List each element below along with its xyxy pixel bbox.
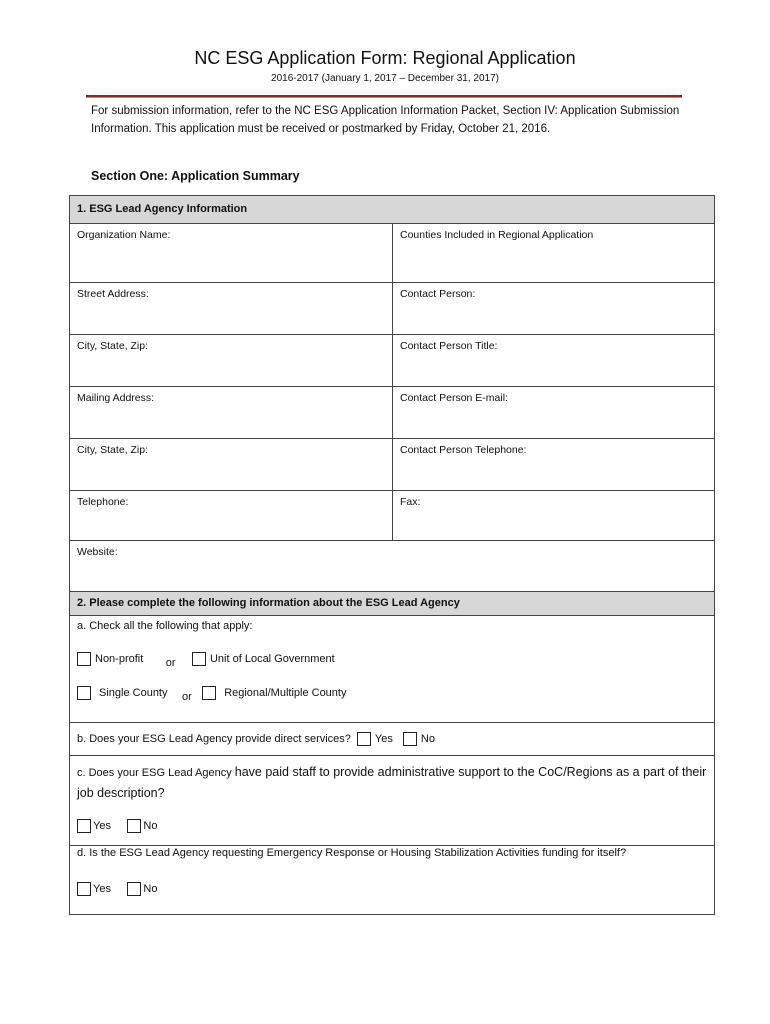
question-c-prefix: c. Does your ESG Lead Agency xyxy=(77,767,235,779)
submission-info: For submission information, refer to the NC ESG Application Information Packet, Section IV: Application Submission Information. This application must be received or postmarked by Friday, October 21, 2016. xyxy=(91,105,680,135)
b-yes-option[interactable] xyxy=(357,732,393,746)
question-d-label: d. Is the ESG Lead Agency requesting Emergency Response or Housing Stabilization Activities funding for itself? xyxy=(77,847,627,859)
table-row xyxy=(70,283,714,335)
table-row xyxy=(70,335,714,387)
checkbox[interactable] xyxy=(127,882,141,896)
fax-field[interactable]: Fax: xyxy=(400,496,421,508)
table-row xyxy=(70,541,714,592)
website-field[interactable]: Website: xyxy=(77,546,118,558)
checkbox[interactable] xyxy=(403,732,417,746)
form-title: NC ESG Application Form: Regional Application xyxy=(194,48,576,68)
no-label: No xyxy=(420,733,435,745)
d-no-option[interactable] xyxy=(127,882,157,896)
c-yes-option[interactable] xyxy=(77,819,111,833)
c-no-option[interactable] xyxy=(127,819,157,833)
single-county-label: Single County xyxy=(99,687,168,699)
non-profit-option[interactable] xyxy=(77,652,143,666)
table-row xyxy=(70,439,714,491)
question-d xyxy=(70,846,714,914)
d-yes-option[interactable] xyxy=(77,882,111,896)
table-row xyxy=(70,491,714,541)
checkbox[interactable] xyxy=(357,732,371,746)
checkbox[interactable] xyxy=(77,686,91,700)
table-row xyxy=(70,387,714,439)
checkbox[interactable] xyxy=(127,819,141,833)
no-label: No xyxy=(143,883,158,895)
question-c-label xyxy=(70,762,714,803)
single-county-option[interactable] xyxy=(77,686,168,700)
checkbox[interactable] xyxy=(202,686,216,700)
part2-heading: 2. Please complete the following information about the ESG Lead Agency xyxy=(70,592,714,616)
checkbox[interactable] xyxy=(192,652,206,666)
regional-multiple-county-label: Regional/Multiple County xyxy=(224,687,347,699)
question-b-label: b. Does your ESG Lead Agency provide direct services? xyxy=(77,733,351,745)
table-row xyxy=(70,224,714,283)
contact-person-field[interactable]: Contact Person: xyxy=(400,288,476,300)
question-b xyxy=(70,723,714,756)
or-label: or xyxy=(165,657,176,669)
contact-email-field[interactable]: Contact Person E-mail: xyxy=(400,392,508,404)
form-subtitle: 2016-2017 (January 1, 2017 – December 31, 2017) xyxy=(271,73,499,84)
telephone-field[interactable]: Telephone: xyxy=(70,491,393,540)
header-divider xyxy=(86,95,682,98)
part1-heading: 1. ESG Lead Agency Information xyxy=(70,196,714,224)
counties-field[interactable]: Counties Included in Regional Application xyxy=(400,229,594,241)
non-profit-label: Non-profit xyxy=(95,653,144,665)
unit-of-local-government-option[interactable] xyxy=(192,652,335,666)
checkbox[interactable] xyxy=(77,652,91,666)
question-c xyxy=(70,756,714,846)
question-c-text: have paid staff to provide administrative support to the CoC/Regions as a part of their job description? xyxy=(77,765,707,800)
or-label: or xyxy=(181,691,192,703)
question-a xyxy=(70,616,714,723)
checkbox[interactable] xyxy=(77,819,91,833)
yes-label: Yes xyxy=(93,883,111,895)
mailing-address-field[interactable]: Mailing Address: xyxy=(70,387,393,438)
contact-telephone-field[interactable]: Contact Person Telephone: xyxy=(400,444,527,456)
no-label: No xyxy=(143,820,158,832)
organization-name-field[interactable]: Organization Name: xyxy=(70,224,393,282)
question-a-label: a. Check all the following that apply: xyxy=(77,620,253,632)
contact-title-field[interactable]: Contact Person Title: xyxy=(400,340,498,352)
city-state-zip-field[interactable]: City, State, Zip: xyxy=(70,335,393,386)
checkbox[interactable] xyxy=(77,882,91,896)
regional-multiple-county-option[interactable] xyxy=(202,686,346,700)
unit-of-local-government-label: Unit of Local Government xyxy=(209,653,335,665)
mailing-city-state-zip-field[interactable]: City, State, Zip: xyxy=(70,439,393,490)
yes-label: Yes xyxy=(93,820,111,832)
section-title: Section One: Application Summary xyxy=(91,169,300,183)
application-form-table xyxy=(69,195,715,915)
b-no-option[interactable] xyxy=(403,732,435,746)
yes-label: Yes xyxy=(374,733,393,745)
street-address-field[interactable]: Street Address: xyxy=(70,283,393,334)
